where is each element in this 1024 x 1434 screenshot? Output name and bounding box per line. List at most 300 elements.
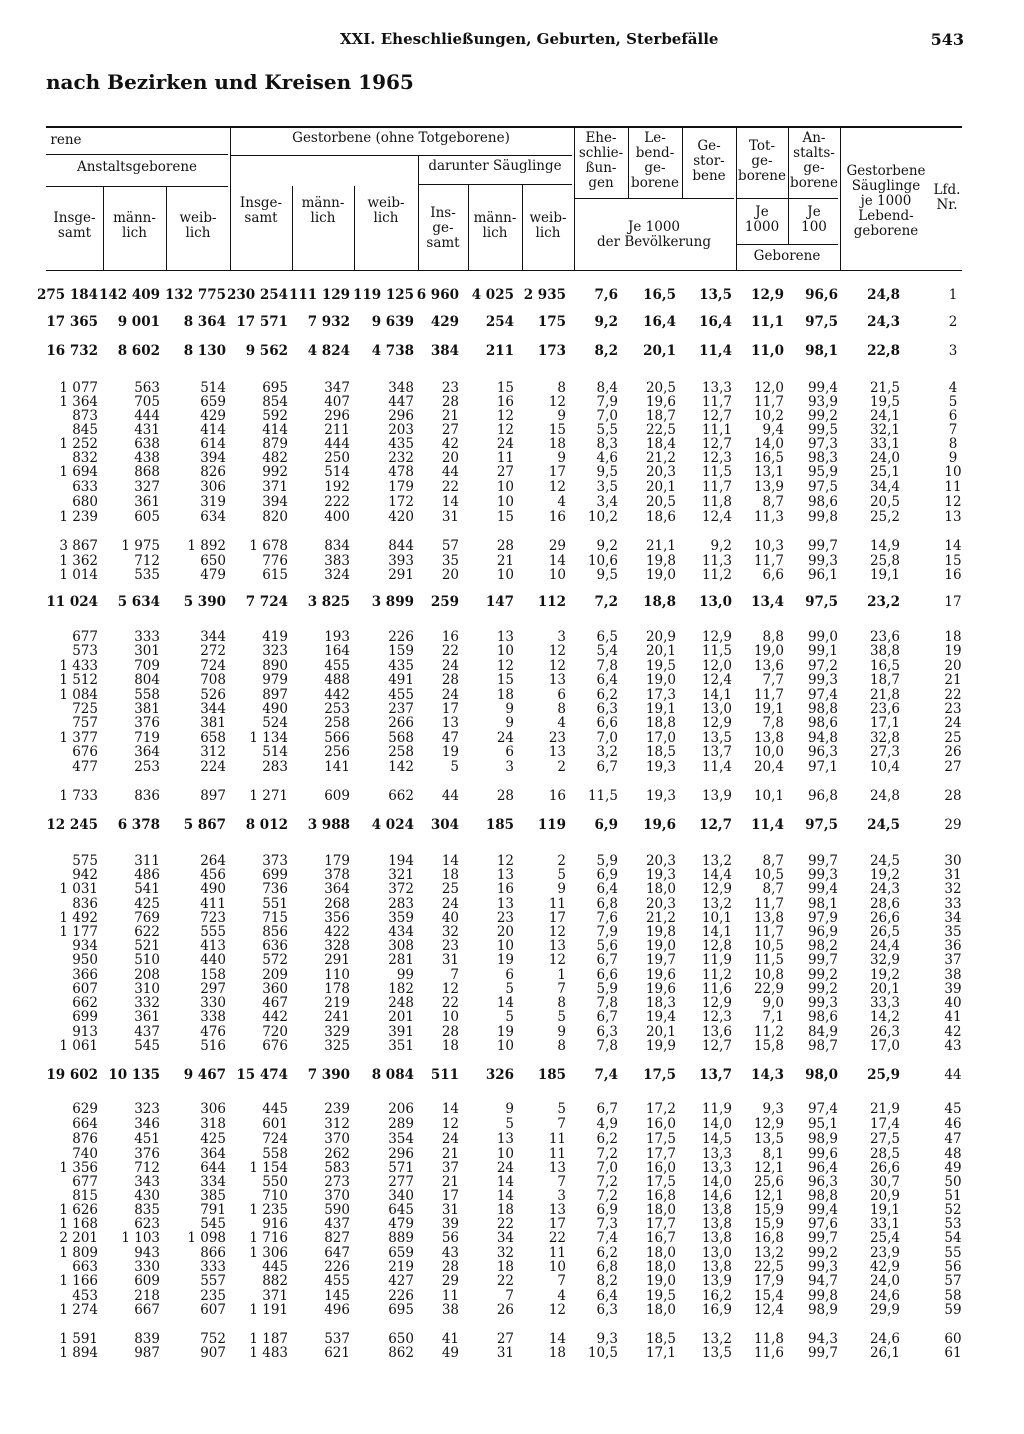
table-cell: 333 [134,629,160,645]
table-cell: 17,4 [869,1116,900,1132]
table-cell: 145 [324,1288,350,1304]
table-cell: 19 [441,744,459,760]
table-cell: 18,5 [645,744,676,760]
table-cell: 22 [441,995,459,1011]
table-cell: 435 [388,436,414,452]
table-cell: 835 [134,1202,160,1218]
header-rule-tot [736,198,838,199]
table-cell: 96,3 [807,744,838,760]
table-cell: 14 [496,1174,514,1190]
table-cell: 17,7 [645,1216,676,1232]
table-cell: 943 [134,1245,160,1261]
table-cell: 26,6 [869,910,900,926]
table-cell: 979 [262,672,288,688]
table-cell: 12,7 [699,817,732,833]
table-cell: 10,1 [701,910,732,926]
table-cell: 13,3 [701,1160,732,1176]
table-cell: 23 [548,730,566,746]
table-cell: 695 [262,380,288,396]
table-cell: 8 [557,380,566,396]
table-cell: 5 [557,867,566,883]
table-cell: 8,2 [594,343,618,359]
table-cell: 39 [441,1216,459,1232]
table-cell: 20,9 [869,1188,900,1204]
table-cell: 40 [441,910,459,926]
table-cell: 453 [72,1288,98,1304]
table-cell: 13,8 [701,1202,732,1218]
table-cell: 6,3 [596,1302,618,1318]
table-cell: 97,3 [807,436,838,452]
table-cell: 356 [324,910,350,926]
table-cell: 1 892 [187,538,226,554]
table-cell: 147 [485,594,514,610]
table-cell: 9,2 [596,538,618,554]
table-cell: 420 [388,509,414,525]
table-cell: 12 [548,479,566,495]
table-cell: 24 [441,658,459,674]
table-cell: 13,8 [701,1230,732,1246]
table-cell: 13,9 [753,479,784,495]
table-cell: 185 [537,1067,566,1083]
table-cell: 629 [72,1101,98,1117]
table-cell: 429 [200,408,226,424]
table-cell: 845 [72,422,98,438]
table-cell: 21,5 [869,380,900,396]
table-cell: 9 001 [117,314,160,330]
table-cell: 239 [324,1101,350,1117]
table-cell: 7 [557,1174,566,1190]
table-cell: 13 [496,1131,514,1147]
table-cell: 17 571 [236,314,288,330]
table-cell: 44 [441,464,459,480]
table-cell: 609 [324,788,350,804]
table-cell: 99,7 [807,1230,838,1246]
table-cell: 20,3 [645,853,676,869]
table-cell: 17,9 [753,1273,784,1289]
table-cell: 19,6 [645,981,676,997]
table-cell: 27 [496,464,514,480]
table-cell: 17 [441,701,459,717]
table-cell: 98,9 [807,1302,838,1318]
table-cell: 832 [72,450,98,466]
table-cell: 16,5 [753,450,784,466]
table-cell: 22 [496,1216,514,1232]
row-number: 35 [944,924,962,940]
row-number: 58 [944,1288,962,1304]
table-cell: 97,1 [807,759,838,775]
page-number: 543 [930,30,964,49]
table-cell: 12,0 [701,658,732,674]
row-number: 8 [948,436,958,452]
table-cell: 98,1 [805,343,838,359]
table-cell: 11,2 [701,567,732,583]
table-cell: 4,9 [596,1116,618,1132]
table-cell: 31 [441,952,459,968]
table-cell: 1 894 [59,1345,98,1361]
row-number: 47 [944,1131,962,1147]
table-cell: 224 [200,759,226,775]
table-cell: 11,7 [753,896,784,912]
table-cell: 25,4 [869,1230,900,1246]
header-gest-weiblich: weib- lich [367,195,405,226]
table-cell: 99,1 [807,643,838,659]
table-cell: 897 [262,687,288,703]
table-cell: 14 [548,1331,566,1347]
table-cell: 28 [441,1259,459,1275]
table-cell: 97,2 [807,658,838,674]
table-cell: 10,6 [587,553,618,569]
table-cell: 11,6 [701,981,732,997]
table-cell: 488 [324,672,350,688]
table-cell: 16,4 [643,314,676,330]
table-cell: 827 [324,1230,350,1246]
table-cell: 437 [134,1024,160,1040]
table-cell: 13 [496,867,514,883]
table-cell: 164 [324,643,350,659]
table-cell: 391 [388,1024,414,1040]
table-cell: 283 [262,759,288,775]
table-cell: 97,4 [807,687,838,703]
row-number: 34 [944,910,962,926]
table-cell: 419 [262,629,288,645]
table-cell: 47 [441,730,459,746]
table-cell: 56 [441,1230,459,1246]
table-cell: 496 [324,1302,350,1318]
table-cell: 28,6 [869,896,900,912]
table-cell: 10,2 [753,408,784,424]
table-cell: 856 [262,924,288,940]
table-cell: 19,9 [645,1038,676,1054]
table-cell: 7,2 [596,1188,618,1204]
table-cell: 434 [388,924,414,940]
row-number: 11 [944,479,962,495]
row-number: 23 [944,701,962,717]
table-cell: 1 177 [59,924,98,940]
table-cell: 19,1 [869,1202,900,1218]
table-cell: 14,9 [869,538,900,554]
table-cell: 890 [262,658,288,674]
table-cell: 30,7 [869,1174,900,1190]
table-cell: 5 [450,759,459,775]
table-cell: 12,7 [701,436,732,452]
table-cell: 18,3 [645,995,676,1011]
table-cell: 31 [441,1202,459,1218]
header-gestorbene-rate: Ge- stor- bene [692,138,726,184]
table-cell: 95,9 [807,464,838,480]
table-cell: 752 [200,1331,226,1347]
table-cell: 658 [200,730,226,746]
row-number: 49 [944,1160,962,1176]
table-cell: 15,9 [753,1216,784,1232]
table-cell: 590 [324,1202,350,1218]
table-cell: 647 [324,1245,350,1261]
table-cell: 425 [200,1131,226,1147]
table-cell: 96,1 [807,567,838,583]
table-cell: 486 [134,867,160,883]
table-cell: 1 235 [249,1202,288,1218]
table-cell: 9 [557,450,566,466]
table-cell: 14 [548,553,566,569]
table-cell: 12,4 [701,509,732,525]
table-cell: 41 [441,1331,459,1347]
table-cell: 7,8 [596,658,618,674]
row-number: 36 [944,938,962,954]
table-cell: 17,3 [645,687,676,703]
table-cell: 203 [388,422,414,438]
table-cell: 178 [324,981,350,997]
table-cell: 6,7 [596,759,618,775]
table-cell: 10 [441,1009,459,1025]
table-cell: 97,5 [805,817,838,833]
table-cell: 24,5 [867,817,900,833]
table-cell: 12 [548,924,566,940]
row-number: 29 [944,817,962,833]
table-cell: 699 [72,1009,98,1025]
table-cell: 568 [388,730,414,746]
table-cell: 550 [262,1174,288,1190]
table-cell: 28 [441,394,459,410]
table-cell: 99,3 [807,553,838,569]
table-cell: 1 362 [59,553,98,569]
table-cell: 609 [134,1273,160,1289]
table-cell: 663 [72,1259,98,1275]
table-cell: 18,0 [645,1302,676,1318]
table-cell: 192 [324,479,350,495]
table-cell: 32,8 [869,730,900,746]
table-cell: 13,7 [699,1067,732,1083]
table-cell: 8 364 [183,314,226,330]
table-cell: 6,4 [596,672,618,688]
table-cell: 22,5 [753,1259,784,1275]
table-cell: 21 [441,1174,459,1190]
row-number: 33 [944,896,962,912]
table-cell: 7,3 [596,1216,618,1232]
table-cell: 306 [200,479,226,495]
table-cell: 334 [200,1174,226,1190]
table-cell: 9 [557,408,566,424]
row-number: 4 [948,380,958,396]
table-cell: 329 [324,1024,350,1040]
table-cell: 6,3 [596,1024,618,1040]
row-number: 55 [944,1245,962,1261]
header-lfd-nr: Lfd. Nr. [933,182,961,213]
table-cell: 667 [134,1302,160,1318]
table-cell: 11,9 [701,1101,732,1117]
table-cell: 17,5 [645,1174,676,1190]
table-cell: 15 [496,380,514,396]
table-cell: 566 [324,730,350,746]
table-cell: 8 602 [117,343,160,359]
table-cell: 211 [324,422,350,438]
table-cell: 699 [262,867,288,883]
table-cell: 537 [324,1331,350,1347]
table-cell: 232 [388,450,414,466]
table-cell: 11 [496,450,514,466]
table-cell: 11,7 [753,394,784,410]
table-cell: 179 [324,853,350,869]
table-cell: 24 [496,1160,514,1176]
table-cell: 447 [388,394,414,410]
table-cell: 273 [324,1174,350,1190]
table-cell: 1 191 [249,1302,288,1318]
row-number: 19 [944,643,962,659]
table-cell: 97,4 [807,1101,838,1117]
table-cell: 327 [134,479,160,495]
table-cell: 11,3 [701,553,732,569]
table-cell: 868 [134,464,160,480]
table-cell: 11,6 [753,1345,784,1361]
table-cell: 6,4 [596,1288,618,1304]
table-cell: 4 [557,715,566,731]
table-cell: 33,1 [869,1216,900,1232]
table-cell: 1 098 [187,1230,226,1246]
table-cell: 24 [496,436,514,452]
table-cell: 7,9 [596,394,618,410]
table-cell: 18 [441,867,459,883]
table-cell: 8,7 [762,853,784,869]
header-rule-geborene [736,244,838,245]
table-cell: 16,5 [869,658,900,674]
table-cell: 6,4 [596,881,618,897]
table-cell: 6,9 [594,817,618,833]
table-cell: 15,9 [753,1202,784,1218]
table-cell: 17 [441,1188,459,1204]
table-cell: 12 [548,643,566,659]
table-cell: 24,6 [869,1331,900,1347]
table-cell: 266 [388,715,414,731]
table-cell: 99,3 [807,995,838,1011]
table-cell: 555 [200,924,226,940]
table-cell: 7,4 [594,1067,618,1083]
table-cell: 708 [200,672,226,688]
table-cell: 21 [496,553,514,569]
table-cell: 22 [441,643,459,659]
table-cell: 5 634 [117,594,160,610]
table-cell: 6 378 [117,817,160,833]
table-cell: 96,9 [807,924,838,940]
table-cell: 836 [72,896,98,912]
table-cell: 907 [200,1345,226,1361]
table-cell: 615 [262,567,288,583]
table-cell: 1 356 [59,1160,98,1176]
table-cell: 14,0 [701,1116,732,1132]
table-cell: 24 [496,730,514,746]
table-cell: 325 [324,1038,350,1054]
table-cell: 21,1 [645,538,676,554]
table-cell: 8,7 [762,881,784,897]
table-cell: 219 [324,995,350,1011]
table-cell: 20,1 [645,643,676,659]
table-cell: 23,9 [869,1245,900,1261]
table-cell: 422 [324,924,350,940]
table-cell: 5 [557,1009,566,1025]
table-cell: 344 [200,629,226,645]
table-cell: 14 [441,494,459,510]
table-cell: 18,6 [645,509,676,525]
table-cell: 110 [324,967,350,983]
table-cell: 19,1 [869,567,900,583]
table-cell: 370 [324,1131,350,1147]
table-cell: 723 [200,910,226,926]
table-cell: 98,0 [805,1067,838,1083]
table-cell: 26,1 [869,1345,900,1361]
table-cell: 17 [548,1216,566,1232]
table-cell: 12 [548,394,566,410]
table-cell: 99,5 [807,422,838,438]
table-cell: 514 [200,380,226,396]
table-cell: 12,3 [701,450,732,466]
table-cell: 8 084 [371,1067,414,1083]
table-cell: 18 [496,687,514,703]
row-number: 17 [944,594,962,610]
table-cell: 987 [134,1345,160,1361]
header-je-1000: Je 1000 [744,204,780,235]
table-cell: 27 [441,422,459,438]
table-cell: 11,3 [753,509,784,525]
table-cell: 605 [134,509,160,525]
table-cell: 310 [134,981,160,997]
table-cell: 13,8 [753,730,784,746]
table-cell: 28 [496,538,514,554]
table-cell: 11 [441,1288,459,1304]
table-cell: 1 433 [59,658,98,674]
table-cell: 360 [262,981,288,997]
table-cell: 11,4 [701,759,732,775]
table-cell: 361 [134,494,160,510]
table-cell: 6,2 [596,1245,618,1261]
table-cell: 5 [505,1116,514,1132]
table-cell: 296 [324,408,350,424]
row-number: 13 [944,509,962,525]
table-cell: 24 [441,687,459,703]
table-cell: 11,5 [701,643,732,659]
row-number: 32 [944,881,962,897]
table-cell: 7,6 [594,287,618,303]
table-cell: 11,7 [701,479,732,495]
table-cell: 222 [324,494,350,510]
table-cell: 11,4 [751,817,784,833]
table-cell: 11,7 [753,687,784,703]
table-cell: 29,9 [869,1302,900,1318]
table-cell: 250 [324,450,350,466]
table-cell: 20 [441,567,459,583]
table-cell: 253 [134,759,160,775]
table-cell: 12,1 [753,1160,784,1176]
table-cell: 719 [134,730,160,746]
table-cell: 1 061 [59,1038,98,1054]
table-cell: 34 [496,1230,514,1246]
row-number: 56 [944,1259,962,1275]
table-cell: 11 [548,1146,566,1162]
table-cell: 10,1 [753,788,784,804]
table-cell: 1 512 [59,672,98,688]
table-cell: 16,8 [753,1230,784,1246]
row-number: 2 [948,314,958,330]
table-cell: 2 [557,759,566,775]
table-cell: 311 [134,853,160,869]
table-cell: 1 626 [59,1202,98,1218]
table-cell: 16,4 [699,314,732,330]
table-cell: 19,5 [645,1288,676,1304]
table-cell: 662 [388,788,414,804]
table-cell: 49 [441,1345,459,1361]
table-cell: 291 [324,952,350,968]
table-cell: 10 [496,1038,514,1054]
table-cell: 13 [548,744,566,760]
table-cell: 17,2 [645,1101,676,1117]
table-cell: 132 775 [164,287,226,303]
table-cell: 11,7 [701,394,732,410]
